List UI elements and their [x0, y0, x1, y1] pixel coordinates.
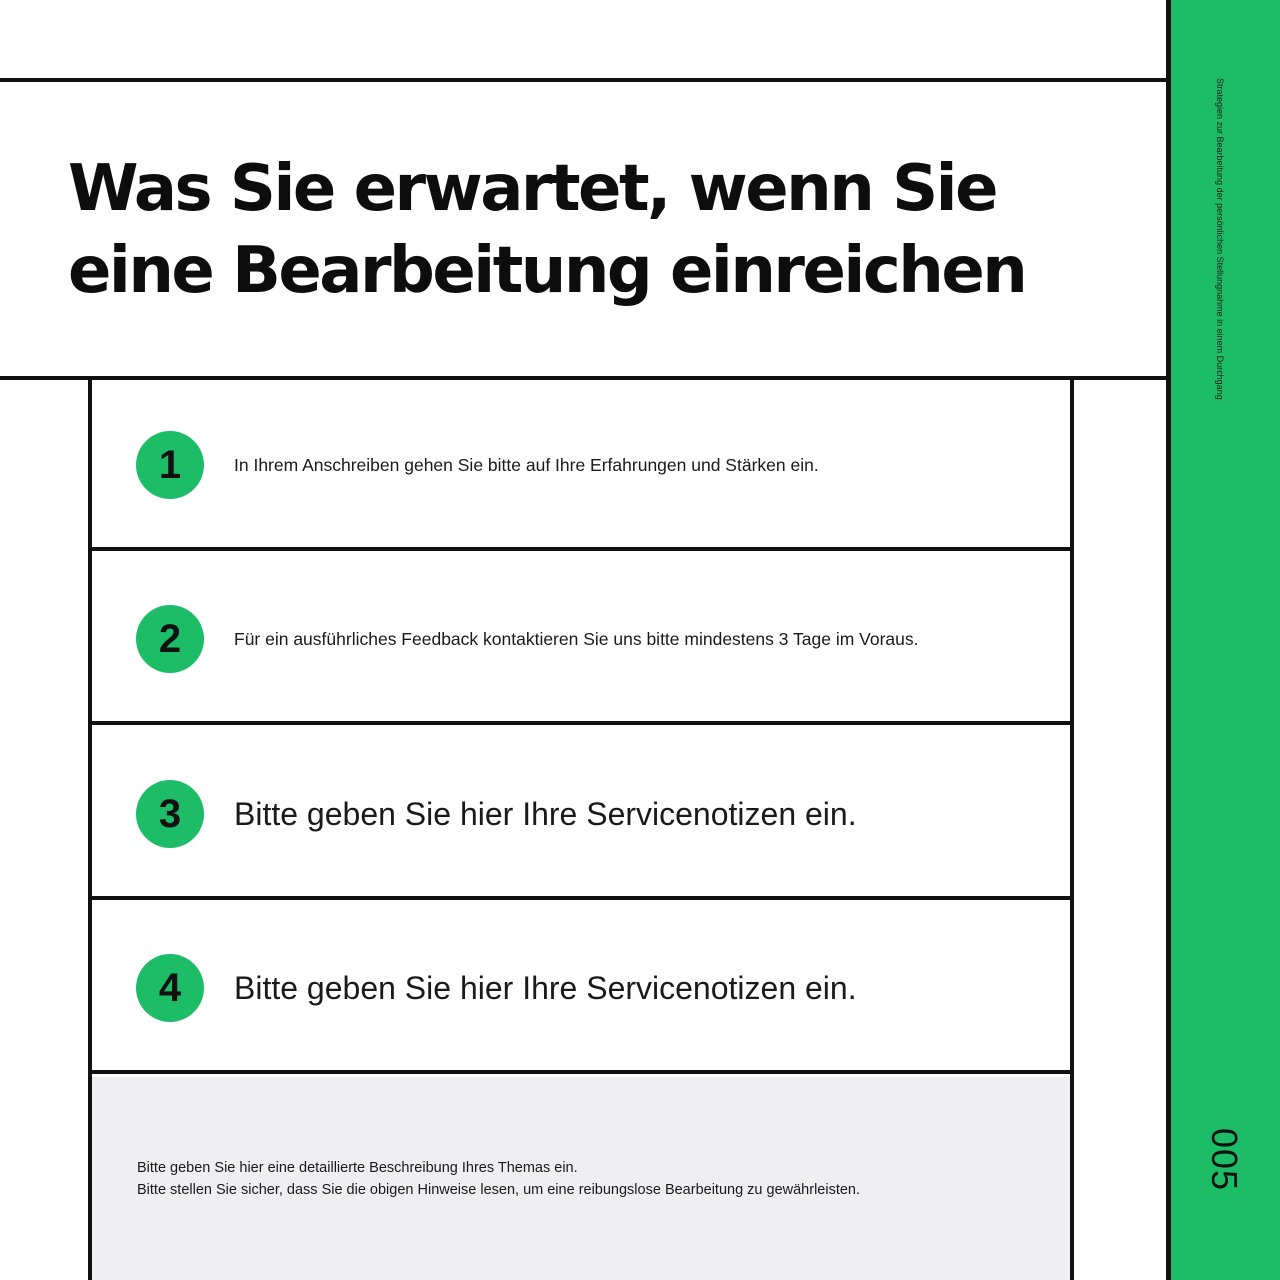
page-title: Was Sie erwartet, wenn Sie eine Bearbeitung einreichen [68, 152, 1026, 308]
step-number-badge: 1 [136, 431, 204, 499]
step-item-1 [92, 380, 1070, 551]
note-line-1: Bitte geben Sie hier eine detaillierte Beschreibung Ihres Themas ein. [137, 1160, 578, 1176]
step-item-4 [92, 903, 1070, 1074]
step-item-3 [92, 729, 1070, 900]
step-text: Bitte geben Sie hier Ihre Servicenotizen ein. [234, 796, 857, 832]
note-line-2: Bitte stellen Sie sicher, dass Sie die obigen Hinweise lesen, um eine reibungslose Bearbeitung zu gewährleisten. [137, 1182, 861, 1198]
step-item-2 [92, 554, 1070, 725]
note-box [92, 1077, 1070, 1280]
step-text: Für ein ausführliches Feedback kontaktieren Sie uns bitte mindestens 3 Tage im Voraus. [234, 629, 919, 649]
page-number: 005 [1204, 1128, 1245, 1192]
step-number-badge: 4 [136, 954, 204, 1022]
step-text: In Ihrem Anschreiben gehen Sie bitte auf Ihre Erfahrungen und Stärken ein. [234, 455, 819, 475]
top-band [0, 0, 1166, 78]
sidebar-caption: Strategien zur Bearbeitung der persönlichen Stellungnahme in einem Durchgang [1215, 78, 1225, 400]
step-number-badge: 3 [136, 780, 204, 848]
step-number-badge: 2 [136, 605, 204, 673]
step-text: Bitte geben Sie hier Ihre Servicenotizen ein. [234, 970, 857, 1006]
